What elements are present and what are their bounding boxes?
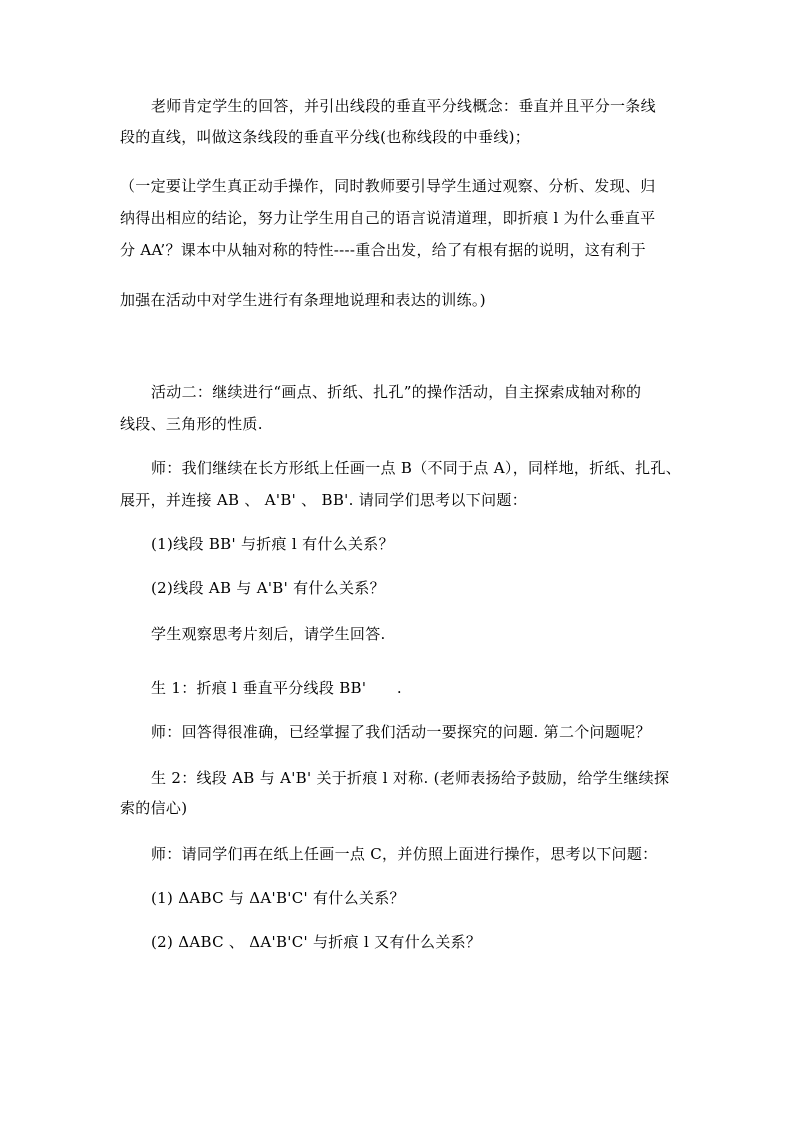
text-line: (2) ΔABC 、 ΔA'B'C' 与折痕 l 又有什么关系？: [151, 933, 482, 951]
text-line: 段的直线，叫做这条线段的垂直平分线(也称线段的中垂线)；: [120, 128, 531, 146]
text-line: 索的信心): [120, 799, 188, 817]
text-line: 加强在活动中对学生进行有条理地说理和表达的训练。): [120, 291, 486, 309]
text-line: 学生观察思考片刻后，请学生回答.: [151, 625, 386, 643]
text-line: （一定要让学生真正动手操作，同时教师要引导学生通过观察、分析、发现、归: [120, 177, 656, 195]
text-line: 老师肯定学生的回答，并引出线段的垂直平分线概念：垂直并且平分一条线: [151, 97, 656, 115]
text-line: (2)线段 AB 与 A'B' 有什么关系？: [151, 579, 385, 597]
text-line: 师：我们继续在长方形纸上任画一点 B（不同于点 A），同样地，折纸、扎孔、: [151, 459, 681, 477]
text-line: 师：回答得很准确，已经掌握了我们活动一要探究的问题. 第二个问题呢？: [151, 723, 651, 741]
text-line: 线段、三角形的性质.: [120, 415, 263, 433]
text-line: 分 AA’？课本中从轴对称的特性----重合出发，给了有根有据的说明，这有利于: [120, 241, 646, 259]
text-line: 展开，并连接 AB 、 A'B' 、 BB'. 请同学们思考以下问题：: [120, 491, 528, 509]
text-line: 师：请同学们再在纸上任画一点 C，并仿照上面进行操作，思考以下问题：: [151, 845, 658, 863]
text-line: (1)线段 BB' 与折痕 l 有什么关系？: [151, 535, 394, 553]
text-line: (1) ΔABC 与 ΔA'B'C' 有什么关系？: [151, 889, 405, 907]
text-line: 活动二：继续进行“画点、折纸、扎孔”的操作活动，自主探索成轴对称的: [151, 383, 642, 401]
text-line: 纳得出相应的结论，努力让学生用自己的语言说清道理，即折痕 l 为什么垂直平: [120, 209, 656, 227]
text-line: 生 2：线段 AB 与 A'B' 关于折痕 l 对称. (老师表扬给予鼓励，给学生继续探: [151, 769, 670, 787]
text-line: 生 1：折痕 l 垂直平分线段 BB' .: [151, 679, 402, 697]
